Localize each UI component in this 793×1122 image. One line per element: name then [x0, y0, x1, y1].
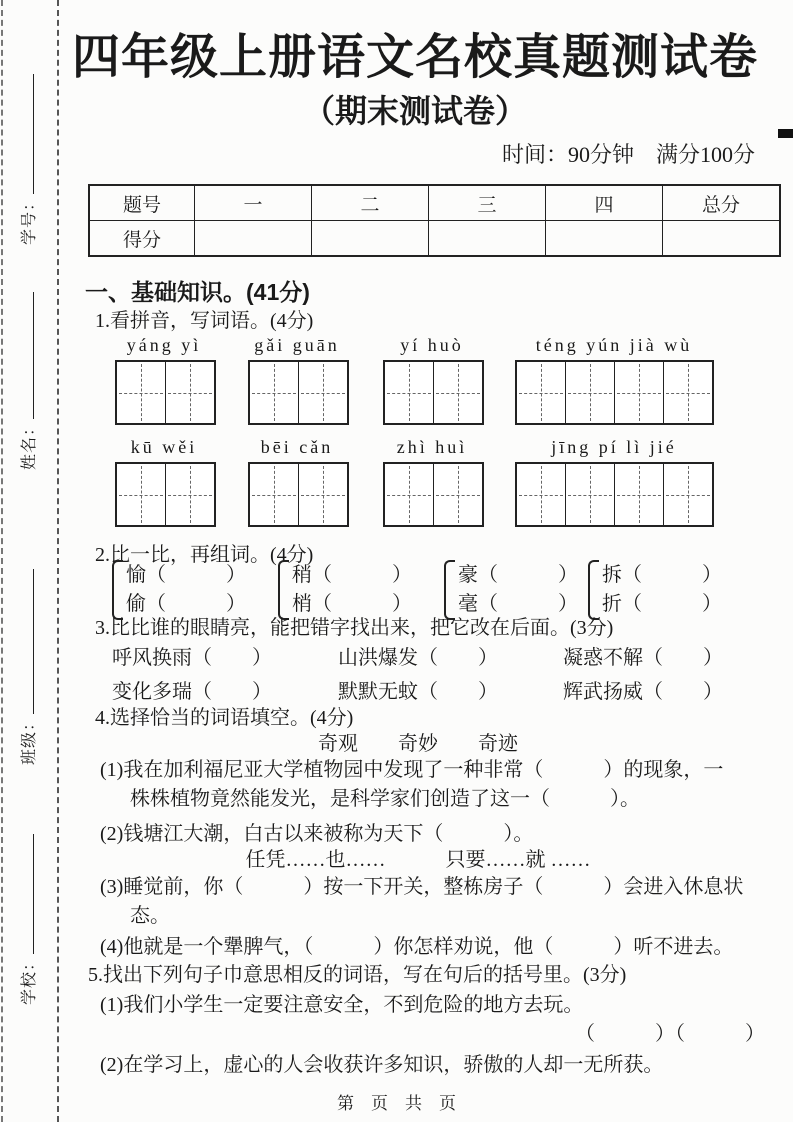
idiom-item[interactable]: 辉武扬威（ ）	[563, 681, 723, 703]
pair-word[interactable]: 毫（ ）	[458, 593, 578, 615]
writing-cell[interactable]	[166, 464, 214, 525]
writing-grid	[248, 360, 349, 425]
pair-word[interactable]: 拆（ ）	[602, 564, 722, 586]
score-row-label: 得分	[89, 221, 195, 257]
page-title: 四年级上册语文名校真题测试卷	[71, 31, 758, 84]
pinyin-label: kū wěi	[130, 437, 198, 457]
answer-blanks[interactable]: （ ）（ ）	[575, 1023, 765, 1045]
writing-cell[interactable]	[517, 464, 566, 525]
pair-word[interactable]: 豪（ ）	[458, 564, 578, 586]
exam-meta: 时间：90分钟 满分100分	[501, 142, 755, 167]
pinyin-label: yáng yì	[126, 335, 202, 355]
sentence-line: 态。	[130, 905, 170, 927]
pinyin-label: jīng pí lì jié	[551, 437, 677, 457]
writing-cell[interactable]	[299, 464, 347, 525]
score-header-cell: 三	[429, 185, 546, 221]
writing-cell[interactable]	[615, 464, 664, 525]
score-header-cell: 总分	[663, 185, 781, 221]
name-blank[interactable]	[16, 292, 34, 419]
pinyin-label: téng yún jià wù	[535, 335, 693, 355]
score-header-cell: 四	[546, 185, 663, 221]
writing-grid	[248, 462, 349, 527]
score-cell[interactable]	[429, 221, 546, 257]
pair-word[interactable]: 梢（ ）	[292, 593, 412, 615]
page-subtitle: （期末测试卷）	[302, 93, 527, 129]
score-table	[88, 184, 781, 257]
writing-cell[interactable]	[166, 362, 214, 423]
writing-cell[interactable]	[566, 464, 615, 525]
seal-field-name	[16, 292, 39, 470]
q3-title: 3.比比谁的眼睛亮，能把错字找出来，把它改在后面。(3分)	[95, 617, 614, 639]
seal-field-school	[16, 834, 39, 1005]
sentence-line: 株株植物竟然能发光，是科学家们创造了这一（ ）。	[130, 788, 640, 810]
writing-grid	[515, 360, 714, 425]
writing-cell[interactable]	[385, 464, 434, 525]
pair-word[interactable]: 偷（ ）	[126, 593, 246, 615]
writing-cell[interactable]	[434, 362, 482, 423]
seal-field-class	[16, 569, 39, 765]
writing-cell[interactable]	[117, 362, 166, 423]
writing-cell[interactable]	[517, 362, 566, 423]
writing-cell[interactable]	[664, 464, 712, 525]
q1-title: 1.看拼音，写词语。(4分)	[95, 310, 314, 332]
q4-title: 4.选择恰当的词语填空。(4分)	[95, 707, 354, 729]
q2-title: 2.比一比，再组词。(4分)	[95, 544, 314, 566]
q5-title: 5.找出下列句子巾意思相反的词语，写在句后的括号里。(3分)	[88, 964, 627, 986]
school-label: 学校：	[21, 953, 38, 1005]
writing-cell[interactable]	[615, 362, 664, 423]
writing-grid	[115, 360, 216, 425]
writing-grid	[383, 462, 484, 527]
seal-field-student-id	[16, 74, 39, 245]
score-table-header-row	[89, 185, 780, 221]
writing-cell[interactable]	[385, 362, 434, 423]
writing-cell[interactable]	[117, 464, 166, 525]
conjunction-bank: 任凭……也…… 只要……就 ……	[245, 849, 591, 871]
page-edge-dashed-line	[1, 0, 3, 1122]
writing-cell[interactable]	[664, 362, 712, 423]
sentence-line: (2)钱塘江大潮，白古以来被称为天下（ ）。	[100, 823, 534, 845]
school-blank[interactable]	[16, 834, 34, 954]
pair-word[interactable]: 愉（ ）	[126, 564, 246, 586]
class-blank[interactable]	[16, 569, 34, 714]
idiom-item[interactable]: 呼风换雨（ ）	[112, 647, 272, 669]
score-cell[interactable]	[546, 221, 663, 257]
pair-word[interactable]: 折（ ）	[602, 593, 722, 615]
pinyin-label: bēi cǎn	[260, 437, 334, 457]
writing-cell[interactable]	[566, 362, 615, 423]
registration-mark	[778, 129, 793, 138]
student-id-label: 学号：	[21, 193, 38, 245]
student-id-blank[interactable]	[16, 74, 34, 194]
score-cell[interactable]	[663, 221, 781, 257]
writing-cell[interactable]	[299, 362, 347, 423]
pinyin-label: zhì huì	[396, 437, 468, 457]
idiom-item[interactable]: 山洪爆发（ ）	[338, 647, 498, 669]
page-footer: 第 页 共 页	[337, 1094, 456, 1113]
idiom-item[interactable]: 变化多瑞（ ）	[112, 681, 272, 703]
sentence-line: (1)我在加利福尼亚大学植物园中发现了一种非常（ ）的现象，一	[100, 759, 724, 781]
pinyin-label: gǎi guān	[254, 335, 340, 355]
score-header-cell: 二	[312, 185, 429, 221]
pair-word[interactable]: 稍（ ）	[292, 564, 412, 586]
writing-grid	[383, 360, 484, 425]
section-1-title: 一、基础知识。(41分)	[85, 279, 310, 305]
score-cell[interactable]	[195, 221, 312, 257]
writing-cell[interactable]	[434, 464, 482, 525]
score-header-cell: 一	[195, 185, 312, 221]
pinyin-label: yí huò	[400, 335, 464, 355]
writing-cell[interactable]	[250, 464, 299, 525]
sentence-line: (1)我们小学生一定要注意安全，不到危险的地方去玩。	[100, 994, 584, 1016]
score-cell[interactable]	[312, 221, 429, 257]
writing-grid	[115, 462, 216, 527]
score-table-score-row	[89, 221, 780, 257]
name-label: 姓名：	[21, 418, 38, 470]
score-header-cell: 题号	[89, 185, 195, 221]
sentence-line: (4)他就是一个犟脾气，（ ）你怎样劝说，他（ ）听不进去。	[100, 936, 734, 958]
sentence-line: (3)睡觉前，你（ ）按一下开关，整栋房子（ ）会进入休息状	[100, 876, 744, 898]
word-bank: 奇观 奇妙 奇迹	[318, 733, 518, 755]
writing-grid	[515, 462, 714, 527]
idiom-item[interactable]: 凝惑不解（ ）	[563, 647, 723, 669]
seal-dashed-line	[57, 0, 59, 1122]
idiom-item[interactable]: 默默无蚊（ ）	[338, 681, 498, 703]
sentence-line: (2)在学习上，虚心的人会收获许多知识，骄傲的人却一无所获。	[100, 1054, 664, 1076]
class-label: 班级：	[21, 713, 38, 765]
writing-cell[interactable]	[250, 362, 299, 423]
